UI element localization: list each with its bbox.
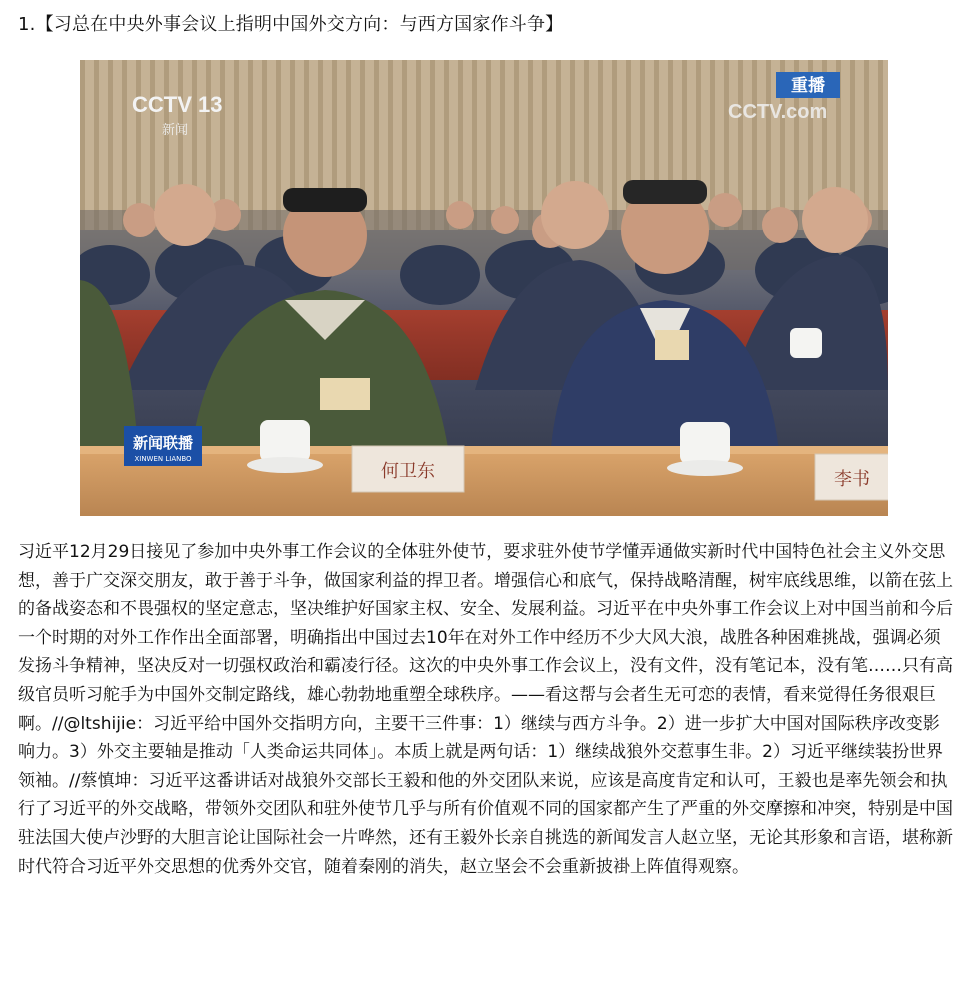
program-logo: 新闻联播 bbox=[132, 434, 194, 452]
nameplate-left: 何卫东 bbox=[381, 461, 435, 482]
news-screenshot-image bbox=[80, 60, 888, 516]
post-body-text: 习近平12月29日接见了参加中央外事工作会议的全体驻外使节，要求驻外使节学懂弄通做实新时代中国特色社会主义外交思想，善于广交深交朋友，敢于善于斗争，做国家利益的捍卫者。增强信心和底气，保持战略清醒，树牢底线思维，以箭在弦上的备战姿态和不畏强权的坚定意志，坚决维护好国家主权、安全、发展利益。习近平在中央外事工作会议上对中国当前和今后一个时期的对外工作作出全面部署，明确指出中国过去10年在对外工作中经历不少大风大浪，战胜各种困难挑战，强调必须发扬斗争精神，坚决反对一切强权政治和霸凌行径。这次的中央外事工作会议上，没有文件，没有笔记本，没有笔……只有高级官员听习舵手为中国外交制定路线，雄心勃勃地重塑全球秩序。——看这帮与会者生无可恋的表情，看来觉得任务很艰巨啊。//@ltshijie：习近平给中国外交指明方向，主要干三件事：1）继续与西方斗争。2）进一步扩大中国对国际秩序改变影响力。3）外交主要轴是推动「人类命运共同体」。本质上就是两句话：1）继续战狼外交惹事生非。2）习近平继续装扮世界领袖。//蔡慎坤：习近平这番讲话对战狼外交部长王毅和他的外交团队来说，应该是高度肯定和认可，王毅也是率先领会和执行了习近平的外交战略，带领外交团队和驻外使节几乎与所有价值观不同的国家都产生了严重的外交摩擦和冲突，特别是中国驻法国大使卢沙野的大胆言论让国际社会一片哗然，还有王毅外长亲自挑选的新闻发言人赵立坚，无论其形象和言语，堪称新时代符合习近平外交思想的优秀外交官，随着秦刚的消失，赵立坚会不会重新披褂上阵值得观察。 bbox=[18, 542, 953, 877]
cctv-watermark: CCTV.com bbox=[728, 101, 828, 123]
program-logo-sub: XINWEN LIANBO bbox=[134, 455, 192, 463]
channel-sub-text: 新闻 bbox=[162, 123, 189, 138]
channel-logo-text: CCTV 13 bbox=[132, 92, 223, 117]
rebroadcast-badge: 重播 bbox=[791, 76, 825, 96]
nameplate-right: 李书 bbox=[834, 469, 870, 490]
post-heading: 1.【习总在中央外事会议上指明中国外交方向：与西方国家作斗争】 bbox=[18, 14, 564, 35]
